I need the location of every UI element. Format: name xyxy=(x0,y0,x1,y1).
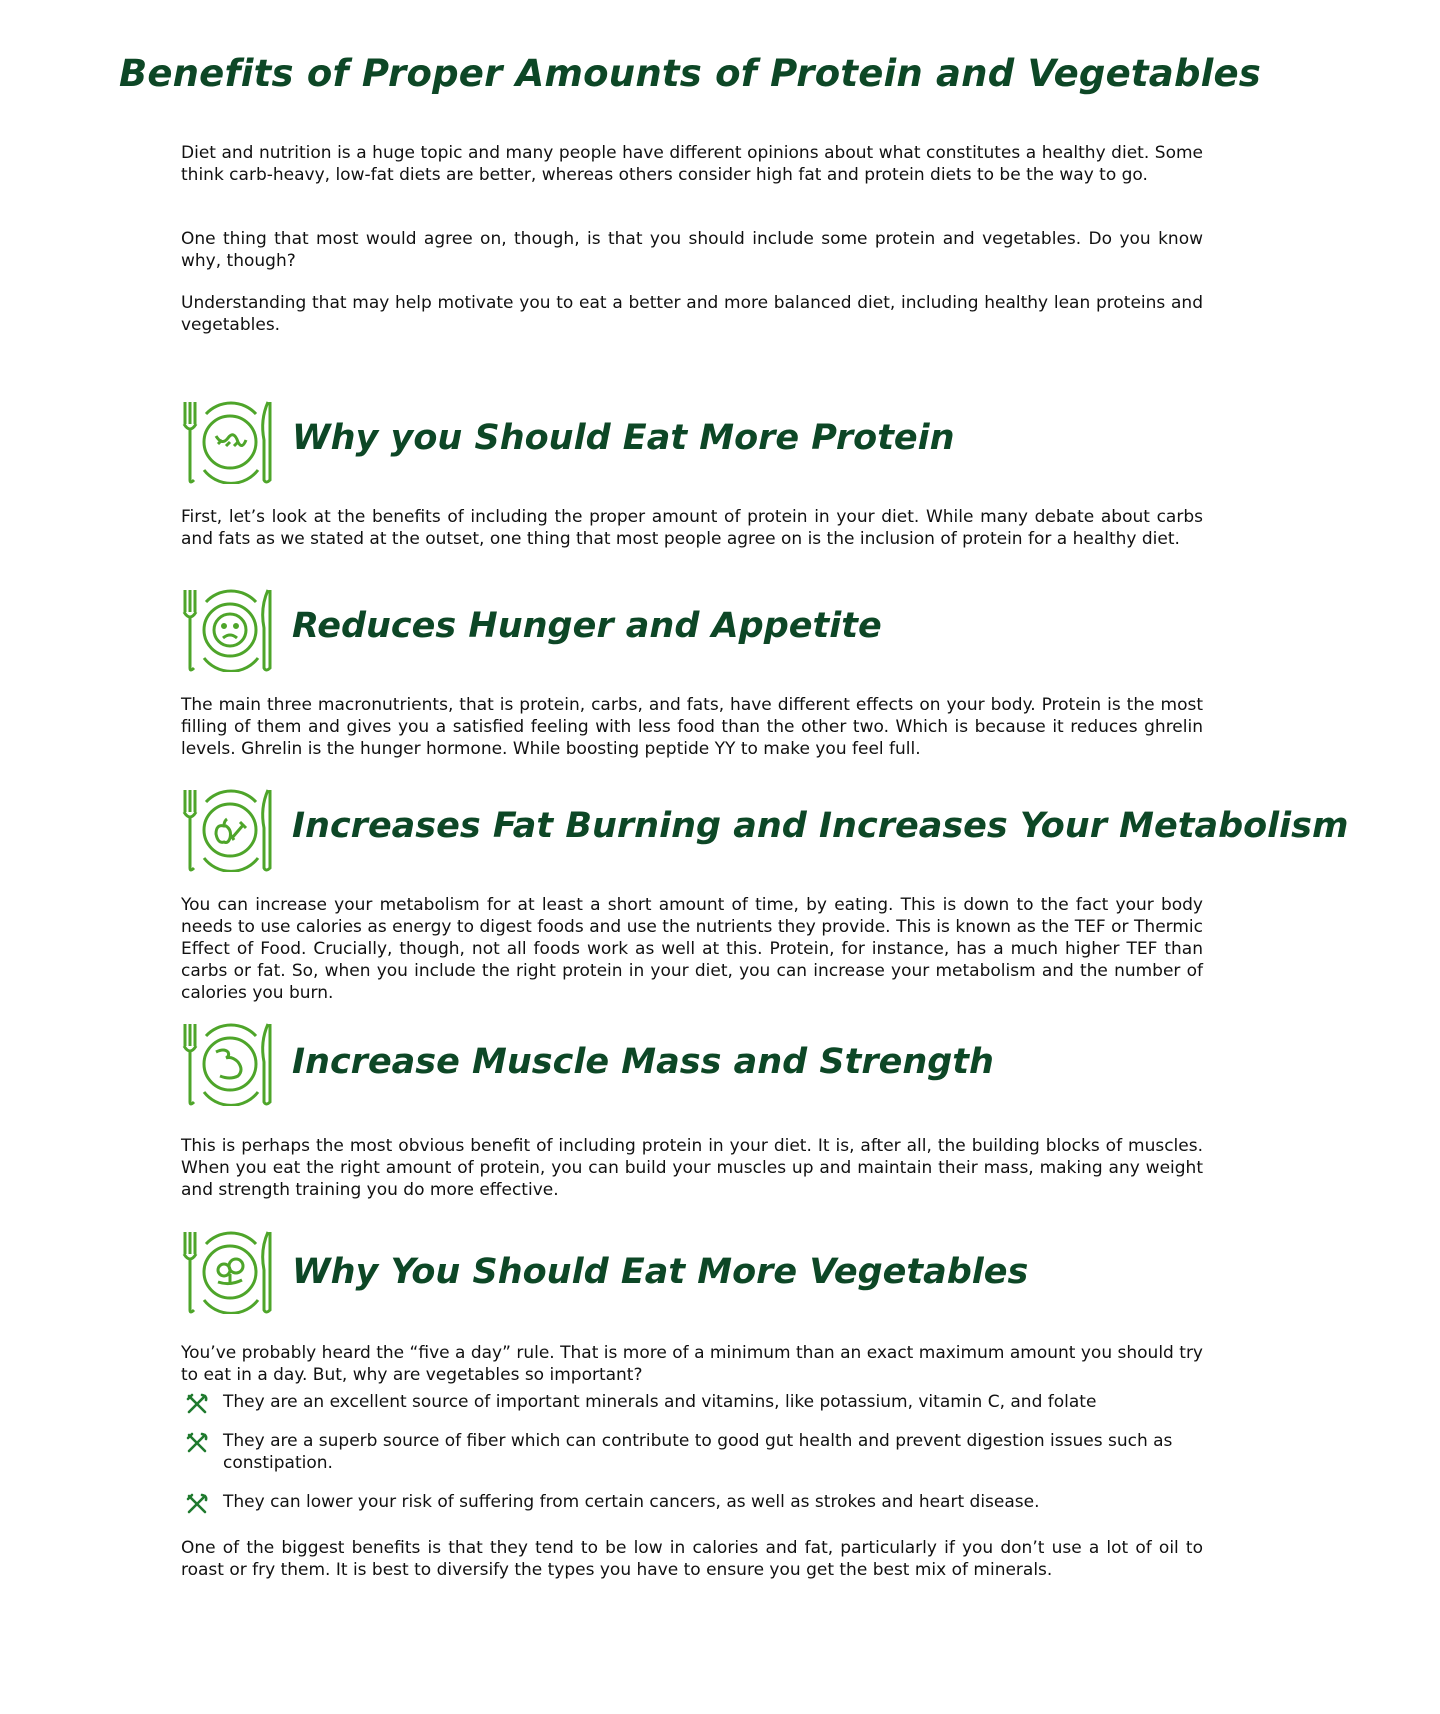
plate-sad-face-icon xyxy=(180,588,276,672)
section-title: Why you Should Eat More Protein xyxy=(292,418,955,458)
intro-paragraph-1: Diet and nutrition is a huge topic and many people have different opinions about what constitutes a healthy diet. Some think carb-heavy, low-fat diets are better, whereas others consider high fat and protein diets to be the way to go. xyxy=(181,143,1203,185)
section-body-metabolism: You can increase your metabolism for at least a short amount of time, by eating. This is down to the fact your body needs to use calories as energy to digest foods and use the nutrients they provide. This is known as the TEF or Thermic Effect of Food. Crucially, though, not all foods work as well at this. Protein, for instance, has a much higher TEF than carbs or fat. So, when you include the right protein in your diet, you can increase your metabolism and the number of calories you burn. xyxy=(181,895,1203,1003)
plate-apple-dumbbell-icon xyxy=(180,788,276,872)
list-item-text: They are an excellent source of important minerals and vitamins, like potassium, vitamin C, and folate xyxy=(223,1392,1097,1412)
vegetable-benefits-list xyxy=(181,1391,1203,1513)
plate-vegetables-icon xyxy=(180,1230,276,1314)
intro-paragraph-3: Understanding that may help motivate you to eat a better and more balanced diet, including healthy lean proteins and vegetables. xyxy=(181,293,1203,335)
section-body-protein: First, let’s look at the benefits of including the proper amount of protein in your diet. While many debate about carbs and fats as we stated at the outset, one thing that most people agree on is the inclusion of protein for a healthy diet. xyxy=(181,507,1203,549)
plate-muscle-arm-icon xyxy=(180,1022,276,1106)
list-item xyxy=(181,1391,1203,1413)
intro-paragraph-2: One thing that most would agree on, though, is that you should include some protein and vegetables. Do you know why, though? xyxy=(181,229,1203,271)
fork-spoon-cross-icon xyxy=(185,1492,209,1516)
list-item-text: They are a superb source of fiber which can contribute to good gut health and prevent digestion issues such as constipation. xyxy=(223,1431,1173,1473)
section-title: Why You Should Eat More Vegetables xyxy=(292,1252,1029,1292)
list-item xyxy=(181,1491,1203,1513)
page-title: Benefits of Proper Amounts of Protein and Vegetables xyxy=(118,52,1262,95)
section-body-vegetables: You’ve probably heard the “five a day” rule. That is more of a minimum than an exact maximum amount you should try to eat in a day. But, why are vegetables so important? xyxy=(181,1343,1203,1385)
plate-protein-icon xyxy=(180,400,276,484)
list-item xyxy=(181,1430,1203,1474)
fork-spoon-cross-icon xyxy=(185,1431,209,1455)
list-item-text: They can lower your risk of suffering from certain cancers, as well as strokes and heart disease. xyxy=(223,1492,1040,1512)
section-body-hunger: The main three macronutrients, that is protein, carbs, and fats, have different effects on your body. Protein is the most filling of them and gives you a satisfied feeling with less food than the other two. Which is because it reduces ghrelin levels. Ghrelin is the hunger hormone. While boosting peptide YY to make you feel full. xyxy=(181,695,1203,759)
fork-spoon-cross-icon xyxy=(185,1392,209,1416)
section-title: Reduces Hunger and Appetite xyxy=(292,606,882,646)
section-title: Increases Fat Burning and Increases Your Metabolism xyxy=(292,806,1349,846)
closing-paragraph: One of the biggest benefits is that they tend to be low in calories and fat, particularly if you don’t use a lot of oil to roast or fry them. It is best to diversify the types you have to ensure you get the best mix of minerals. xyxy=(181,1538,1203,1580)
section-title: Increase Muscle Mass and Strength xyxy=(292,1042,994,1082)
section-body-muscle: This is perhaps the most obvious benefit of including protein in your diet. It is, after all, the building blocks of muscles. When you eat the right amount of protein, you can build your muscles up and maintain their mass, making any weight and strength training you do more effective. xyxy=(181,1136,1203,1200)
